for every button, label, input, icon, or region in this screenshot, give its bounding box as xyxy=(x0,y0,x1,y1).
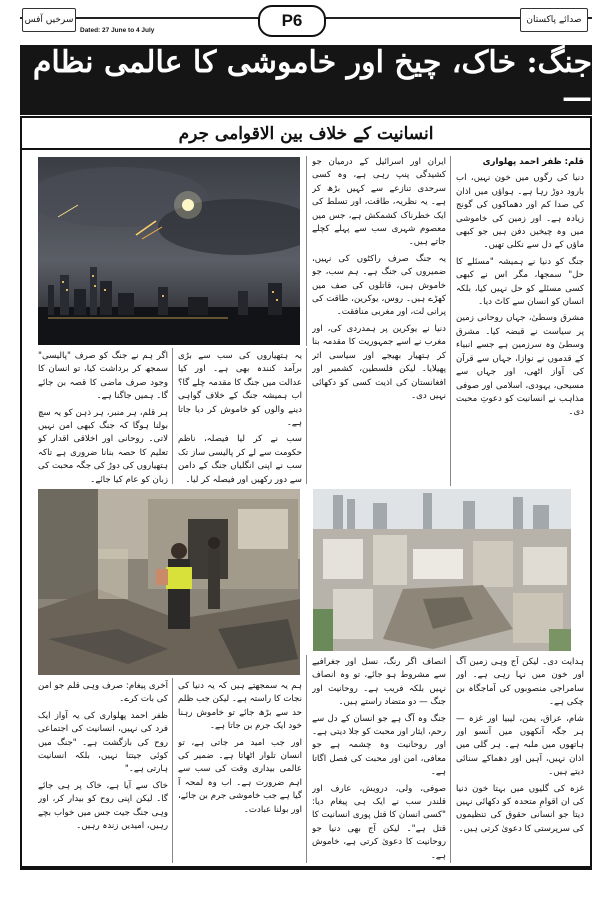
article-paragraph: شام، عراق، یمن، لیبیا اور غزہ — ہر جگہ آنکھوں میں آنسو اور ہاتھوں میں ملبہ ہے۔ ہر گلی میں اذان نہیں، آہیں اور دھماکے سنائی دیتے ہیں۔ xyxy=(456,713,584,778)
column-divider xyxy=(306,348,307,484)
page-number-badge xyxy=(258,5,326,37)
issue-date: Dated: 27 June to 4 July xyxy=(80,27,155,34)
column-divider xyxy=(306,156,307,346)
article-column-leftmid-top xyxy=(178,350,302,484)
masthead-right-tag-text: صدائے پاکستان xyxy=(526,15,582,25)
article-paragraph: ہدایت دی۔ لیکن آج وہی زمین آگ اور خون میں نہا رہی ہے۔ اور سامراجی منصوبوں کی آماجگاہ بن چکی ہے۔ xyxy=(456,657,584,708)
masthead-left-tag xyxy=(22,8,76,32)
article-column-leftmid-bottom xyxy=(178,680,302,862)
column-divider xyxy=(450,156,451,486)
article-paragraph: ایران اور اسرائیل کے درمیان جو کشیدگی پنپ رہی ہے، وہ کسی سرحدی تنازعے سے کہیں بڑھ کر ہے۔ یہ نظریہ، طاقت، اور تسلط کی ایک خطرناک کشمکش ہے، جس میں معصوم شہری سب سے پہلے کچلے جاتے ہیں۔ xyxy=(312,157,446,248)
article-paragraph: یہ جنگ صرف راکٹوں کی نہیں، ضمیروں کی جنگ ہے۔ ہم سب، جو خاموش ہیں، قاتلوں کی صف میں کھڑے ہیں۔ روس، یوکرین، طاقت کی پرانی لت، اور مغربی منافقت۔ xyxy=(312,253,446,318)
article-column-middle-bottom xyxy=(312,656,446,862)
article-column-middle-top xyxy=(312,156,446,486)
article-column-right-bottom xyxy=(456,656,584,862)
article-paragraph: غزہ کی گلیوں میں بہتا خون دنیا کی ان اقوامِ متحدہ کو دکھائی نہیں دیتا جو انسانی حقوق کی تنظیموں کی سرپرستی کا دعویٰ کرتی ہیں۔ xyxy=(456,783,584,834)
article-paragraph: خاک سے آیا ہے، خاک پر ہی جائے گا۔ لیکن اپنی روح کو بیدار کر، اور وہی جنگ جیت جس میں خواب بچے رہیں، امیدیں زندہ رہیں۔ xyxy=(38,780,168,832)
masthead-right-tag xyxy=(520,8,588,32)
headline: جنگ: خاک، چیخ اور خاموشی کا عالمی نظام — xyxy=(32,45,592,115)
photo-night-skyline xyxy=(38,157,300,345)
column-divider xyxy=(450,655,451,863)
article-paragraph: اگر ہم نے جنگ کو صرف "پالیسی" سمجھ کر برداشت کیا، تو انسان کا وجود صرف ماضی کا قصہ بن جائے گا۔ ہمیں جاگنا ہے۔ xyxy=(38,351,168,402)
subheadline: انسانیت کے خلاف بین الاقوامی جرم xyxy=(178,123,434,144)
article-paragraph: ہر قلم، ہر منبر، ہر ذہن کو یہ سچ بولنا ہوگا کہ جنگ کبھی امن نہیں لاتی۔ روحانی اور اخلاقی اقدار کو تعلیم کا حصہ بنانا ضروری ہے تاکہ ہتھیاروں کی دوڑ کی جگہ محبت کی زبان کو عام کیا جائے۔ xyxy=(38,407,168,484)
article-paragraph: دنیا نے یوکرین پر ہمدردی کی، اور مغرب نے اسے جمہوریت کا مقدمہ بنا کر ہتھیار بھیجے اور سیاسی اثر پھیلایا۔ لیکن فلسطین، کشمیر اور افغانستان کی اذیت کسی کو دکھائی نہیں دی۔ xyxy=(312,323,446,401)
photo-rescue-rubble xyxy=(38,489,300,675)
footer-rule xyxy=(20,868,592,870)
article-paragraph: انصاف اگر رنگ، نسل اور جغرافیے سے مشروط ہو جائے، تو وہ انصاف نہیں بلکہ فریب ہے۔ روحانیت اور جنگ — دو متضاد راستے ہیں۔ xyxy=(312,657,446,708)
column-divider xyxy=(172,678,173,863)
article-column-left-top xyxy=(38,350,168,484)
column-divider xyxy=(306,655,307,863)
masthead-left-tag-text: سرخیں آفس xyxy=(24,15,74,25)
article-paragraph: دنیا کی رگوں میں خون نہیں، اب بارود دوڑ رہا ہے۔ ہواؤں میں اذان کی صدا کم اور دھماکوں کی گونج زیادہ ہے۔ اور زمین کی خاموشی میں وہ چیخیں دفن ہیں جو کبھی ماؤں کے دل سے نکلی تھیں۔ xyxy=(456,173,584,251)
article-paragraph: آخری پیغام: صرف وہی قلم جو امن کی بات کرے۔ xyxy=(38,681,168,705)
article-paragraph: جنگ وہ آگ ہے جو انسان کے دل سے رحم، ایثار اور محبت کو جلا دیتی ہے۔ اور روحانیت وہ چشمہ ہے جو معافی، امن اور محبت کی فصل اگاتا ہے۔ xyxy=(312,713,446,778)
article-column-right-top xyxy=(456,156,584,486)
article-paragraph: صوفی، ولی، درویش، عارف اور قلندر سب نے ایک ہی پیغام دیا: "کسی انسان کا قتل پوری انسانیت کا قتل ہے"۔ لیکن آج بھی دنیا جو روحانیت کا دعویٰ کرتی ہے، خاموش ہے۔ xyxy=(312,783,446,861)
article-paragraph: یہ ہتھیاروں کی سب سے بڑی برآمد کنندہ بھی ہے۔ اور کیا عدالت میں جنگ کا مقدمہ چلے گا؟ اب ہمیشہ جنگ کے خلاف گواہی دینے والوں کو خاموش کر دیا جاتا ہے۔ xyxy=(178,351,302,429)
article-paragraph: اور جب امید مر جاتی ہے، تو انسان تلوار اٹھاتا ہے۔ ضمیر کی عالمی بیداری وقت کی سب سے اہم ضرورت ہے۔ اب وہ لمحہ آ گیا ہے جب خاموشی جرم بن جائے، اور بولنا عبادت۔ xyxy=(178,737,302,815)
article-column-left-bottom xyxy=(38,680,168,862)
photo-damaged-city xyxy=(313,489,571,651)
subheadline-box xyxy=(20,116,592,150)
article-paragraph: سب نے کر لیا فیصلہ، ناظم حکومت سے لے کر پالیسی ساز تک سب نے اپنی انگلیاں جنگ کے دامن سے دور رکھیں اور فیصلہ کر لیا۔ xyxy=(178,434,302,484)
article-paragraph: ظفر احمد پھلواری کی یہ آواز ایک فرد کی نہیں، انسانیت کی اجتماعی روح کی بازگشت ہے۔ "جنگ میں کوئی جیتتا نہیں، بلکہ انسانیت ہارتی ہے۔" xyxy=(38,710,168,775)
article-paragraph: مشرق وسطیٰ، جہاں روحانی زمین پر سیاست نے قبضہ کیا۔ مشرق وسطیٰ وہ سرزمین ہے جسے انبیاء کے قدموں نے نوازا، جہاں سے قرآن کی آواز اٹھی، اور جہاں سے مسیحی، یہودی، اسلامی اور صوفی مذاہب نے انسانیت کو دعوتِ محبت دی۔ xyxy=(456,313,584,418)
headline-bar xyxy=(20,45,592,115)
article-paragraph: ہم یہ سمجھتے ہیں کہ یہ دنیا کی نجات کا راستہ ہے۔ لیکن جب ظلم حد سے بڑھ جائے تو خاموش رہنا خود ایک جرم بن جاتا ہے۔ xyxy=(178,681,302,732)
article-paragraph: جنگ کو دنیا نے ہمیشہ "مسئلے کا حل" سمجھا، مگر اس نے کبھی کسی مسئلے کو حل نہیں کیا، بلکہ انسان کو انسان سے کاٹ دیا۔ xyxy=(456,256,584,308)
column-divider xyxy=(172,348,173,484)
author-byline: قلم: ظفر احمد پھلواری xyxy=(482,157,584,167)
page-number: P6 xyxy=(281,11,303,30)
